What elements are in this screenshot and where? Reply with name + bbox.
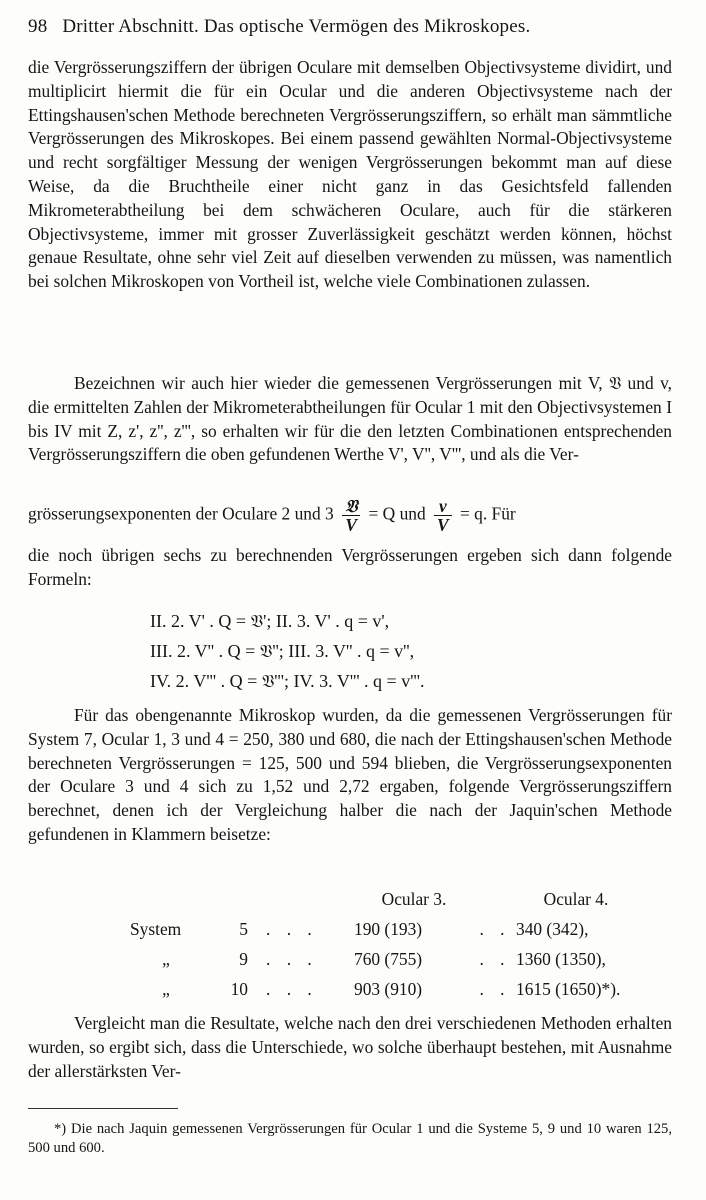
row-leader-dots: . . <box>479 918 511 939</box>
footnote <box>28 1120 672 1158</box>
fraction-q-denominator: V <box>345 515 357 535</box>
fraction-small-q-denominator: V <box>437 515 449 535</box>
row-ocular-4-value: 1615 (1650)*). <box>516 978 621 999</box>
row-leader-dots: . . . <box>266 918 318 939</box>
row-leader-dots: . . . <box>266 948 318 969</box>
row-system-number: 10 <box>230 978 248 999</box>
fraction-lead-text: grösserungsexponenten der Oculare 2 und 3 <box>28 503 334 524</box>
running-head <box>28 16 668 38</box>
row-system-number: 5 <box>239 918 248 939</box>
row-leader-dots: . . . <box>266 978 318 999</box>
page-number: 98 <box>28 16 48 37</box>
table-row <box>130 914 636 944</box>
paragraph-4 <box>28 1012 672 1083</box>
formula-block <box>150 606 424 696</box>
footnote-divider <box>28 1108 178 1109</box>
paragraph-1-text: die Vergrösserungsziffern der übrigen Oculare mit demselben Objectivsysteme dividirt, und multiplicirt hiermit die für ein Ocular und die anderen Objectivsysteme nach der Ettingshausen'schen Methode berechneten Vergrösserungsziffern, so erhält man sämmtliche Vergrösserungen des Mikroskopes. Bei einem passend gewählten Normal-Objectivsysteme und recht sorgfältiger Messung der wenigen Vergrösserungen bekommt man auf diese Weise, da die Bruchtheile einer nicht ganz in das Gesichtsfeld fallenden Mikrometerabtheilung bei dem schwächeren Oculare, auch für die stärkeren Objectivsysteme, immer mit grosser Zuverlässigkeit geschätzt werden können, höchst genaue Resultate, ohne sehr viel Zeit auf dieselben verwenden zu müssen, was namentlich bei solchen Mikroskopen von Vortheil ist, welche viele Combinationen zulassen. <box>28 57 672 292</box>
row-ocular-3-value: 190 (193) <box>354 918 423 939</box>
formula-row-iii: III. 2. V'' . Q = 𝔙''; III. 3. V'' . q = v'', <box>150 641 415 661</box>
row-ocular-4-value: 340 (342), <box>516 918 589 939</box>
row-leader-dots: . . <box>479 948 511 969</box>
fraction-q <box>342 497 360 534</box>
paragraph-2-end-text: die noch übrigen sechs zu berechnenden Vergrösserungen ergeben sich dann folgende Formeln: <box>28 545 672 589</box>
table-row <box>130 944 636 974</box>
paragraph-2-end <box>28 544 672 592</box>
footnote-text: *) Die nach Jaquin gemessenen Vergrösserungen für Ocular 1 und die Systeme 5, 9 und 10 waren 125, 500 und 600. <box>28 1121 672 1156</box>
paragraph-2-text: Bezeichnen wir auch hier wieder die gemessenen Vergrösserungen mit V, 𝔙 und v, die ermittelten Zahlen der Mikrometerabtheilungen für Ocular 1 mit den Objectivsystemen I bis IV mit Z, z', z'', z''', so erhalten wir für die den letzten Combinationen entsprechenden Vergrösserungsziffern die oben gefundenen Werthe V', V'', V''', und als die Ver- <box>28 373 672 465</box>
row-ocular-3-value: 903 (910) <box>354 978 423 999</box>
row-label: System <box>130 918 182 939</box>
row-ocular-3-value: 760 (755) <box>354 948 423 969</box>
paragraph-4-text: Vergleicht man die Resultate, welche nach den drei verschiedenen Methoden erhalten wurden, so ergibt sich, dass die Unterschiede, wo solche überhaupt bestehen, mit Ausnahme der allerstärksten Ver- <box>28 1013 672 1081</box>
running-title: Dritter Abschnitt. Das optische Vermögen des Mikroskopes. <box>62 16 531 37</box>
formula-row-ii: II. 2. V' . Q = 𝔙'; II. 3. V' . q = v', <box>150 611 390 631</box>
column-header-ocular-4: Ocular 4. <box>543 888 609 909</box>
table-row <box>130 974 636 1004</box>
formula-row-iv: IV. 2. V''' . Q = 𝔙'''; IV. 3. V''' . q = v'''. <box>150 671 425 691</box>
fraction-small-q-rhs: = q. Für <box>460 503 516 524</box>
fraction-small-q-numerator: v <box>434 497 452 516</box>
exponent-fraction-line <box>28 497 672 534</box>
paragraph-3 <box>28 704 672 847</box>
fraction-q-numerator: 𝔙 <box>342 497 360 516</box>
row-system-number: 9 <box>239 948 248 969</box>
fraction-q-rhs: = Q und <box>368 503 426 524</box>
row-label: „ <box>162 978 170 999</box>
magnification-results-table <box>130 884 636 1004</box>
table-header-row <box>130 884 636 914</box>
row-ocular-4-value: 1360 (1350), <box>516 948 606 969</box>
fraction-small-q <box>434 497 452 534</box>
row-leader-dots: . . <box>479 978 511 999</box>
row-label: „ <box>162 948 170 969</box>
paragraph-3-text: Für das obengenannte Mikroskop wurden, da die gemessenen Vergrösserungen für System 7, Ocular 1, 3 und 4 = 250, 380 und 680, die nach der Ettingshausen'schen Methode berechneten Vergrösserungen = 125, 500 und 594 blieben, die Vergrösserungsexponenten der Oculare 3 und 4 sich zu 1,52 und 2,72 ergaben, folgende Vergrösserungsziffern berechnet, denen ich der Vergleichung halber die nach der Jaquin'schen Methode gefundenen in Klammern beisetze: <box>28 705 672 844</box>
paragraph-1 <box>28 56 672 294</box>
paragraph-2 <box>28 372 672 467</box>
column-header-ocular-3: Ocular 3. <box>381 888 447 909</box>
